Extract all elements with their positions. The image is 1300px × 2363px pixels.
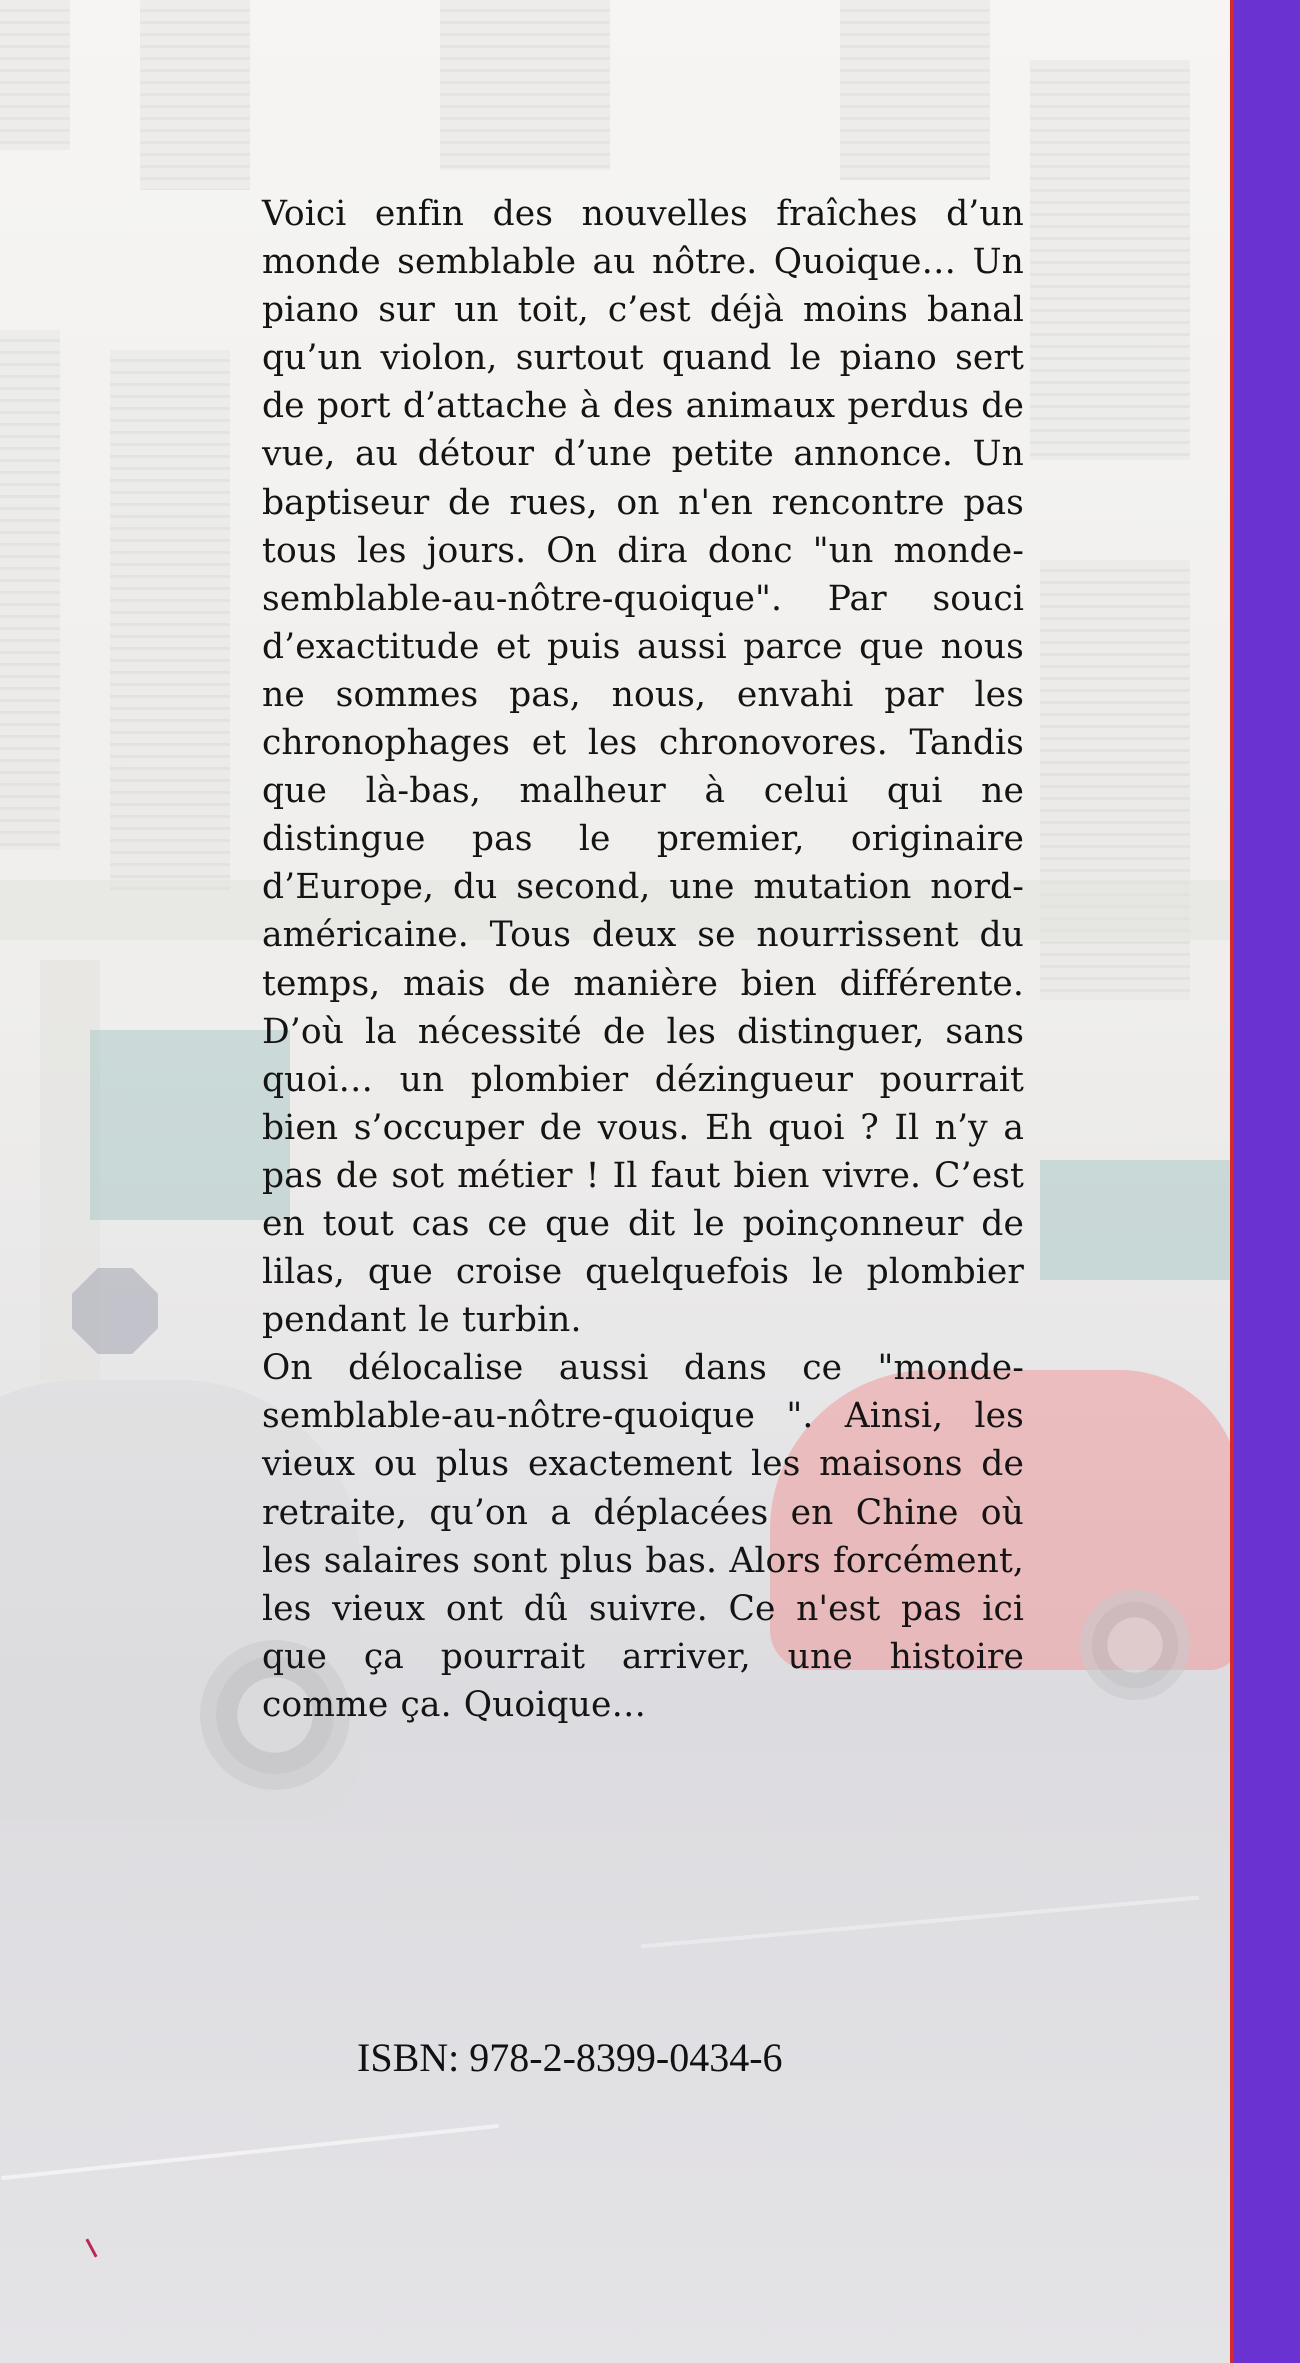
road-marking (1, 2124, 499, 2180)
car-wheel (1080, 1590, 1190, 1700)
blurb-text (262, 190, 1024, 1729)
blurb-paragraph: On délocalise aussi dans ce "monde-semblable-au-nôtre-quoique ". Ainsi, les vieux ou plus exactement les maisons de retraite, qu’on a déplacées en Chine où les salaires sont plus bas. Alors forcément, les vieux ont dû suivre. Ce n'est pas ici que ça pourrait arriver, une histoire comme ça. Quoique… (262, 1348, 1024, 1725)
hotel-sign (72, 1268, 158, 1354)
road-marking (641, 1896, 1199, 1949)
shop-awning (1040, 1160, 1230, 1280)
spine-band (1234, 0, 1300, 2363)
window-shutter (140, 0, 250, 190)
blurb-paragraph: Voici enfin des nouvelles fraîches d’un monde semblable au nôtre. Quoique… Un piano sur un toit, c’est déjà moins banal qu’un violon, surtout quand le piano sert de port d’attache à des animaux perdus de vue, au détour d’une petite annonce. Un baptiseur de rues, on n'en rencontre pas tous les jours. On dira donc "un monde-semblable-au-nôtre-quoique". Par souci d’exactitude et puis aussi parce que nous ne sommes pas, nous, envahi par les chronophages et les chronovores. Tandis que là-bas, malheur à celui qui ne distingue pas le premier, originaire d’Europe, du second, une mutation nord-américaine. Tous deux se nourrissent du temps, mais de manière bien différente. D’où la nécessité de les distinguer, sans quoi… un plombier dézingueur pourrait bien s’occuper de vous. Eh quoi ? Il n’y a pas de sot métier ! Il faut bien vivre. C’est en tout cas ce que dit le poinçonneur de lilas, que croise quelquefois le plombier pendant le turbin. (262, 194, 1024, 1341)
window-shutter (1030, 60, 1190, 460)
window-shutter (0, 330, 60, 850)
window-shutter (440, 0, 610, 170)
window-shutter (0, 0, 70, 150)
isbn-label: ISBN: 978-2-8399-0434-6 (357, 2035, 783, 2080)
shop-awning (90, 1030, 290, 1220)
window-shutter (840, 0, 990, 180)
window-shutter (110, 350, 230, 890)
